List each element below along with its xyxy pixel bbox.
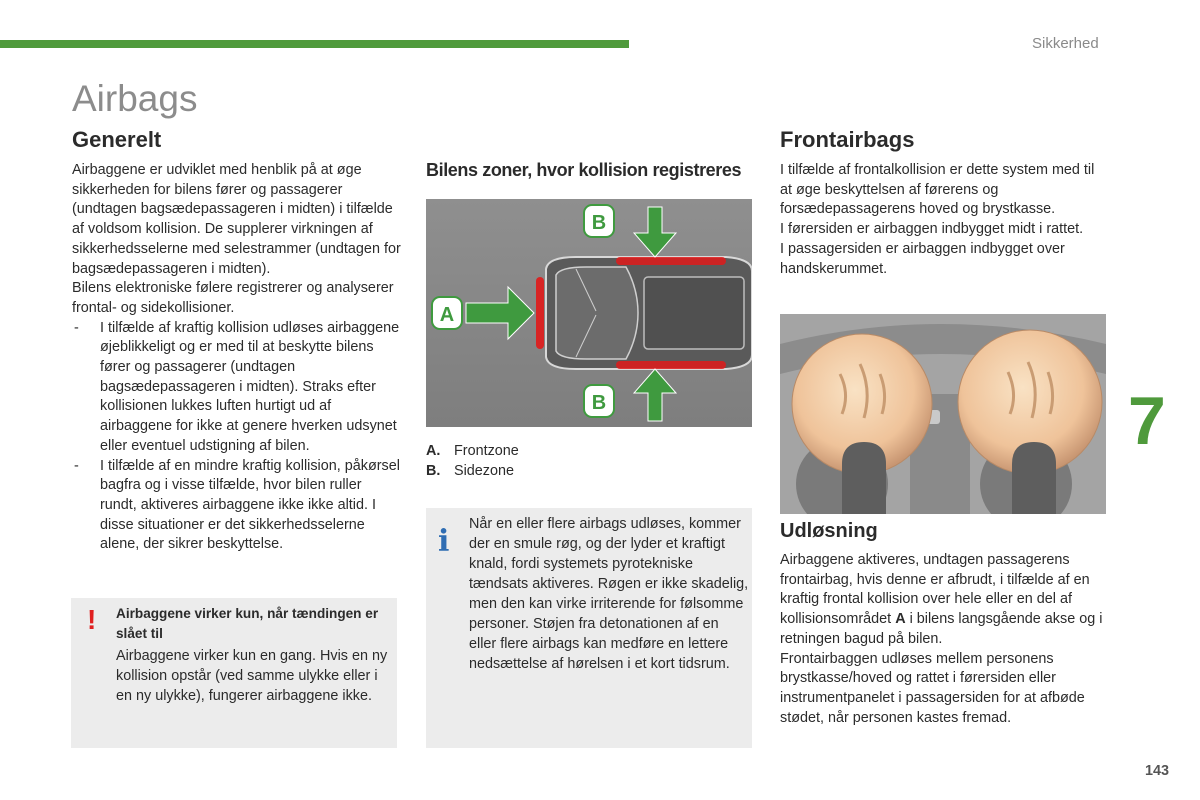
zone-b-badge-top <box>584 205 614 237</box>
warning-body: Airbaggene virker kun en gang. Hvis en ny kollision opstår (ved samme ulykke eller i en ny ulykke), fungerer airbaggene ikke. <box>116 648 388 704</box>
chapter-number: 7 <box>1128 383 1166 459</box>
frontairbags-body <box>780 161 1110 279</box>
header-accent-bar <box>0 40 629 48</box>
svg-text:B: B <box>591 392 607 414</box>
warning-box <box>71 598 397 748</box>
svg-text:B: B <box>591 212 607 234</box>
generelt-intro: Airbaggene er udviklet med henblik på at øge sikkerheden for bilens fører og passagerer (undtagen bagsædepassageren i midten) i tilfælde af voldsom kollision. De supplerer virkningen af sikkerhedsselerne med selestrammer (undtagen for bagsædepassageren i midten). <box>72 162 401 277</box>
info-box <box>426 508 752 748</box>
legend-item <box>426 441 519 461</box>
warning-heading: Airbaggene virker kun, når tændingen er slået til <box>116 606 379 641</box>
generelt-bullets <box>72 319 402 555</box>
frontairbags-heading: Frontairbags <box>780 127 915 152</box>
zone-b-badge-bottom <box>584 385 614 417</box>
section-label: Sikkerhed <box>1032 35 1099 52</box>
collision-zones-diagram <box>426 199 752 427</box>
page-title: Airbags <box>72 78 198 119</box>
zone-a-badge <box>432 297 462 329</box>
generelt-body <box>72 161 402 555</box>
zone-reference: A <box>895 611 906 628</box>
list-item: - I tilfælde af en mindre kraftig kollision, påkørsel bagfra og i visse tilfælde, hvor bilen ruller rundt, aktiveres airbaggene ikke ikke altid. I disse situationer er det sikkerhedsselerne alene, der sikrer beskyttelse. <box>72 457 402 556</box>
legend-item <box>426 461 519 481</box>
udloesning-p1 <box>780 551 1110 650</box>
list-item: - I tilfælde af kraftig kollision udløses airbaggene øjeblikkeligt og er med til at beskytte bilens fører og passagerer (undtagen bagsædepassageren i midten). Straks efter kollisionen lukkes luften hurtigt ud af airbaggene for ikke at genere hverken udsynet eller eventuel udstigning af bilen. <box>72 319 402 457</box>
deployed-airbags-image <box>780 314 1106 514</box>
warning-icon: ! <box>87 604 97 635</box>
info-icon: i <box>438 524 450 559</box>
info-body: Når en eller flere airbags udløses, kommer der en smule røg, og der lyder et kraftigt knald, fordi systemets pyrotekniske tændsats aktiveres. Røgen er ikke skadelig, men den kan virke irriterende for følsomme personer. Støjen fra detonationen af en eller flere airbags kan medføre en lettere nedsættelse af hørelsen i et kort tidsrum. <box>469 516 749 672</box>
frontairbags-p1: I tilfælde af frontalkollision er dette system med til at øge beskyttelsen af førerens og forsædepassagerens hoved og brystkasse. <box>780 162 1095 218</box>
car-top-view-illustration <box>426 199 752 427</box>
udloesning-body <box>780 551 1110 728</box>
udloesning-heading: Udløsning <box>780 520 878 542</box>
legend-text: Frontzone <box>454 443 519 459</box>
udloesning-p1-text: Airbaggene aktiveres, undtagen passagerens frontairbag, hvis denne er afbrudt, i tilfælde af en kraftig frontal kollision over hele eller en del af kollisionsområdet <box>780 552 1090 628</box>
udloesning-p2: Frontairbaggen udløses mellem personens brystkasse/hoved og rattet i førersiden eller instrumentpanelet i passagersiden for at afbøde stødet, når personen kastes fremad. <box>780 650 1085 726</box>
frontairbags-p2: I førersiden er airbaggen indbygget midt i rattet. <box>780 221 1084 238</box>
udloesning-p1-text-end: i bilens langsgående akse og i retningen bagud på bilen. <box>780 611 1103 647</box>
generelt-sensors: Bilens elektroniske følere registrerer og analyserer frontal- og sidekollisioner. <box>72 280 394 316</box>
legend-text: Sidezone <box>454 463 515 479</box>
front-airbags-illustration <box>780 314 1106 514</box>
page-number: 143 <box>1145 763 1170 779</box>
frontairbags-p3: I passagersiden er airbaggen indbygget over handskerummet. <box>780 240 1065 277</box>
svg-text:A: A <box>439 304 455 326</box>
zones-heading: Bilens zoner, hvor kollision registreres <box>426 160 742 180</box>
zones-legend <box>426 441 519 481</box>
legend-key: A. <box>426 443 441 459</box>
generelt-heading: Generelt <box>72 127 162 152</box>
legend-key: B. <box>426 463 441 479</box>
